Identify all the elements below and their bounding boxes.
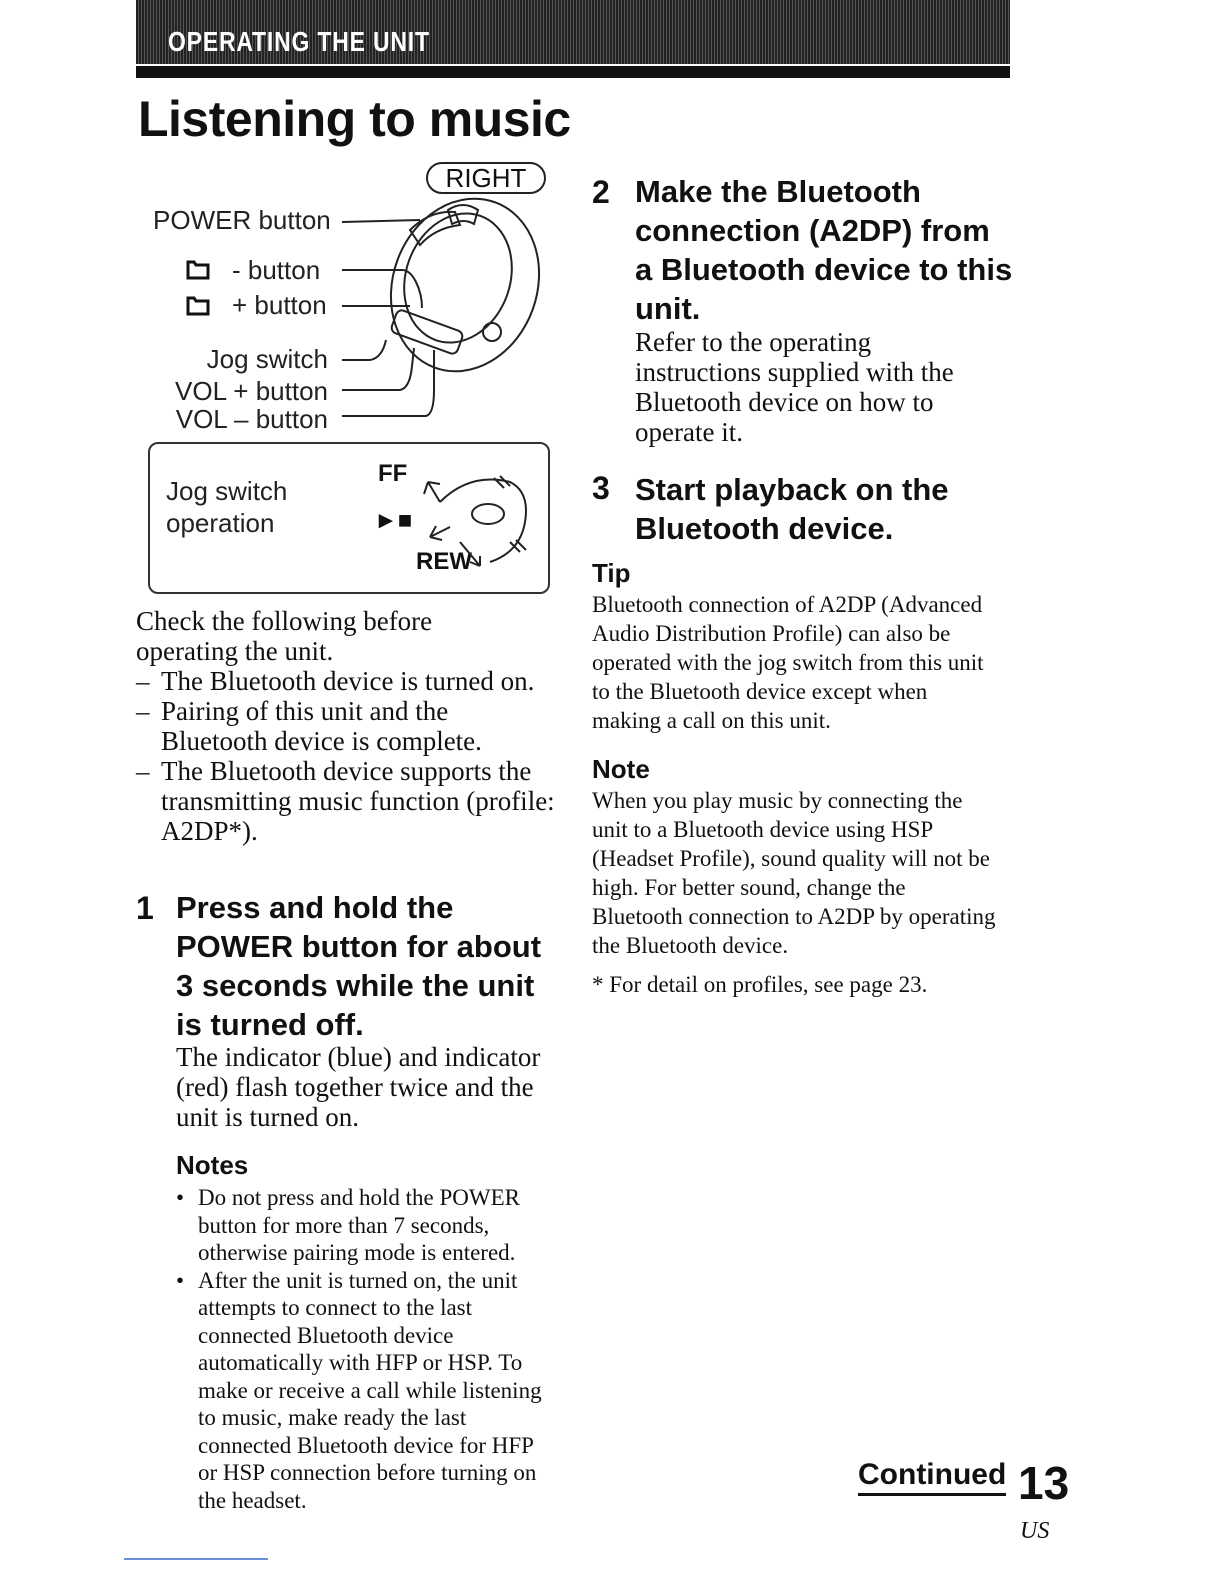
minus-button-icon <box>186 258 210 280</box>
plus-button-icon <box>186 294 210 316</box>
region-code: US <box>1020 1518 1050 1544</box>
jog-switch-illustration <box>420 462 540 580</box>
plus-label: + button <box>232 290 327 320</box>
volplus-leader <box>342 348 414 390</box>
notes-heading: Notes <box>176 1150 249 1180</box>
ff-label: FF <box>378 460 408 487</box>
rew-label: REW <box>416 548 472 575</box>
note-item: • After the unit is turned on, the unit attempts to connect to the last connected Bluetooth device automatically with HFP or HSP. To make or receive a call while listening to music, make ready the last connected Bluetooth device for HFP or HSP connection before turning on the headset. <box>176 1267 554 1515</box>
note-item: • Do not press and hold the POWER button for more than 7 seconds, otherwise pairing mode is entered. <box>176 1184 554 1267</box>
tip-heading: Tip <box>592 558 631 588</box>
check-item: – Pairing of this unit and the Bluetooth device is complete. <box>136 696 556 756</box>
page-title: Listening to music <box>138 91 571 147</box>
footer-line <box>124 1558 268 1560</box>
step-1-body: The indicator (blue) and indicator (red) flash together twice and the unit is turned on. <box>176 1042 541 1132</box>
vol-plus-label: VOL + button <box>175 376 328 406</box>
step-2-number: 2 <box>592 174 610 210</box>
earpiece-speaker <box>410 212 460 245</box>
intro-line2: operating the unit. <box>136 636 334 666</box>
step-2-title: Make the Bluetooth connection (A2DP) from a Bluetooth device to this unit. <box>635 174 1013 326</box>
header-rule <box>136 66 1010 78</box>
step-3-number: 3 <box>592 470 610 506</box>
jog-hatch <box>494 476 526 552</box>
check-list <box>136 666 556 846</box>
step-1-number: 1 <box>136 890 154 926</box>
intro-line1: Check the following before <box>136 606 433 636</box>
vol-minus-label: VOL – button <box>175 404 328 434</box>
jog-caption-line2: operation <box>166 508 275 538</box>
jog-arrow-down <box>430 526 450 540</box>
minus-leader <box>342 270 422 308</box>
jog-arrow-up <box>424 482 440 502</box>
headset-illustration <box>330 190 570 440</box>
jog-body <box>440 480 526 563</box>
jog-leader <box>342 340 386 360</box>
power-label: POWER button <box>153 205 331 235</box>
continued-label: Continued <box>858 1458 1006 1496</box>
jog-knob <box>472 504 504 524</box>
note-body: When you play music by connecting the unit to a Bluetooth device using HSP (Headset Profile), sound quality will not be high. For better sound, change the Bluetooth connection to A2DP by operating the Bluetooth device. <box>592 788 996 958</box>
section-label: OPERATING THE UNIT <box>168 26 430 57</box>
jog-caption-line1: Jog switch <box>166 476 288 506</box>
play-stop-symbol: ►■ <box>374 507 413 534</box>
step-2-body: Refer to the operating instructions supplied with the Bluetooth device on how to operate it. <box>635 327 954 447</box>
notes-list <box>176 1184 554 1514</box>
button-cluster <box>390 309 464 355</box>
side-badge: RIGHT <box>426 162 546 194</box>
minus-label: - button <box>232 255 321 285</box>
jog-label: Jog switch <box>206 344 328 374</box>
indicator-mark <box>483 323 501 341</box>
power-leader <box>342 220 420 222</box>
note-heading: Note <box>592 754 650 784</box>
check-item: – The Bluetooth device supports the transmitting music function (profile: A2DP*). <box>136 756 556 846</box>
jog-arrow-rew <box>460 542 480 566</box>
footnote: * For detail on profiles, see page 23. <box>592 972 928 997</box>
page-number: 13 <box>1018 1457 1070 1509</box>
check-item: – The Bluetooth device is turned on. <box>136 666 556 696</box>
intro-text <box>136 606 556 666</box>
step-1-title: Press and hold the POWER button for about 3 seconds while the unit is turned off. <box>176 890 542 1042</box>
tip-body: Bluetooth connection of A2DP (Advanced Audio Distribution Profile) can also be operated with the jog switch from this unit to the Bluetooth device except when making a call on this unit. <box>592 592 984 733</box>
step-3-title: Start playback on the Bluetooth device. <box>635 472 949 546</box>
